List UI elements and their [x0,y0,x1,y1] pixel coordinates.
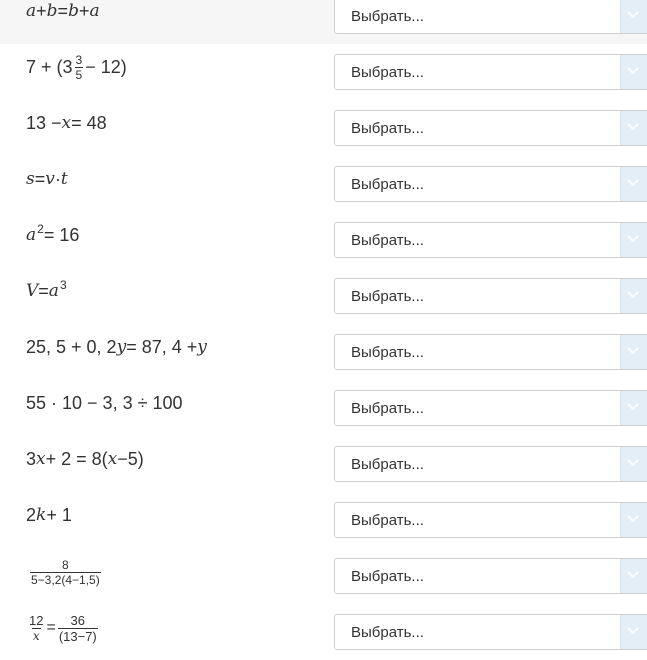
var: b [46,1,58,21]
answer-select[interactable] [334,278,647,314]
select-label: Выбрать... [351,568,424,585]
denominator: (13−7) [58,628,97,644]
answer-select[interactable] [334,0,647,34]
answer-select[interactable] [334,334,647,370]
numerator: 36 [70,612,86,628]
fraction [58,614,98,643]
answer-select[interactable] [334,390,647,426]
var: b [68,1,79,21]
answer-select[interactable] [334,110,647,146]
op: + [36,0,47,21]
expression [26,388,183,418]
expression [26,332,207,362]
var: x [107,449,118,469]
op: = [57,0,69,21]
dropdown-button[interactable] [620,503,647,537]
dropdown-button[interactable] [620,167,647,201]
dropdown-button[interactable] [620,55,647,89]
dropdown-button[interactable] [620,391,647,425]
chevron-down-icon [627,627,639,635]
fraction [30,559,101,586]
question-row [0,324,647,380]
op: = [38,280,49,301]
select-label: Выбрать... [351,288,424,305]
op: + [78,0,90,21]
dropdown-button[interactable] [620,559,647,593]
answer-select[interactable] [334,558,647,594]
text: − 12) [85,56,127,77]
dropdown-button[interactable] [620,279,647,313]
text: 7 + (3 [26,56,73,77]
chevron-down-icon [627,571,639,579]
chevron-down-icon [627,515,639,523]
text: 25, 5 + 0, 2 [26,336,117,357]
select-label: Выбрать... [351,344,424,361]
answer-select[interactable] [334,222,647,258]
fraction [28,614,44,643]
var: x [61,113,72,133]
select-label: Выбрать... [351,512,424,529]
select-label: Выбрать... [351,120,424,137]
text: −5) [117,448,144,469]
var: t [60,169,68,189]
var: x [36,449,46,469]
select-label: Выбрать... [351,400,424,417]
dropdown-button[interactable] [620,0,647,33]
dropdown-button[interactable] [620,615,647,649]
expression [26,500,72,530]
expression [26,444,144,474]
denominator: 5 [75,67,83,82]
exponent: 3 [59,278,67,292]
question-row [0,156,647,212]
question-row [0,212,647,268]
question-row [0,436,647,492]
fraction [75,54,84,81]
chevron-down-icon [627,123,639,131]
answer-select[interactable] [334,502,647,538]
numerator: 12 [29,612,44,628]
answer-select[interactable] [334,614,647,650]
exponent: 2 [37,222,44,236]
expression [26,164,68,194]
question-row [0,492,647,548]
denominator: 5−3,2(4−1,5) [31,572,100,587]
var: y [197,337,207,357]
text: 55 · 10 − 3, 3 ÷ 100 [26,392,183,413]
text: + 1 [46,504,72,525]
chevron-down-icon [627,459,639,467]
chevron-down-icon [627,67,639,75]
var: a [48,281,59,301]
expression [26,276,67,306]
var: k [36,505,47,525]
var: s [26,169,35,189]
expression [26,108,107,138]
select-label: Выбрать... [351,624,424,641]
question-row [0,100,647,156]
question-row [0,0,647,44]
question-row [0,268,647,324]
var: V [26,281,39,301]
question-row [0,548,647,604]
expression [26,610,100,646]
expression [26,220,79,250]
numerator: 8 [62,557,69,572]
answer-select[interactable] [334,54,647,90]
text: 3 [26,448,37,469]
dropdown-button[interactable] [620,111,647,145]
answer-select[interactable] [334,166,647,202]
select-label: Выбрать... [351,64,424,81]
expression [26,0,100,26]
question-row [0,380,647,436]
expression [26,52,127,82]
text: = 87, 4 + [126,336,198,357]
dropdown-button[interactable] [620,447,647,481]
select-label: Выбрать... [351,232,424,249]
dropdown-button[interactable] [620,335,647,369]
answer-select[interactable] [334,446,647,482]
denominator: x [32,628,40,643]
question-row [0,44,647,100]
text: = 16 [43,224,80,245]
op: · [54,168,61,189]
chevron-down-icon [627,179,639,187]
numerator: 3 [75,52,83,67]
var: a [89,1,100,21]
op: = [34,168,46,189]
op: = [46,619,56,636]
chevron-down-icon [627,11,639,19]
text: = 48 [71,112,107,133]
select-label: Выбрать... [351,8,424,25]
text: 2 [26,504,37,525]
var: a [26,225,37,245]
var: v [45,169,55,189]
dropdown-button[interactable] [620,223,647,257]
text: 13 − [26,112,62,133]
chevron-down-icon [627,235,639,243]
question-row [0,604,647,660]
var: y [116,337,127,357]
var: a [26,1,37,21]
select-label: Выбрать... [351,176,424,193]
chevron-down-icon [627,347,639,355]
expression [28,554,103,590]
chevron-down-icon [627,403,639,411]
select-label: Выбрать... [351,456,424,473]
text: + 2 = 8( [45,448,108,469]
chevron-down-icon [627,291,639,299]
